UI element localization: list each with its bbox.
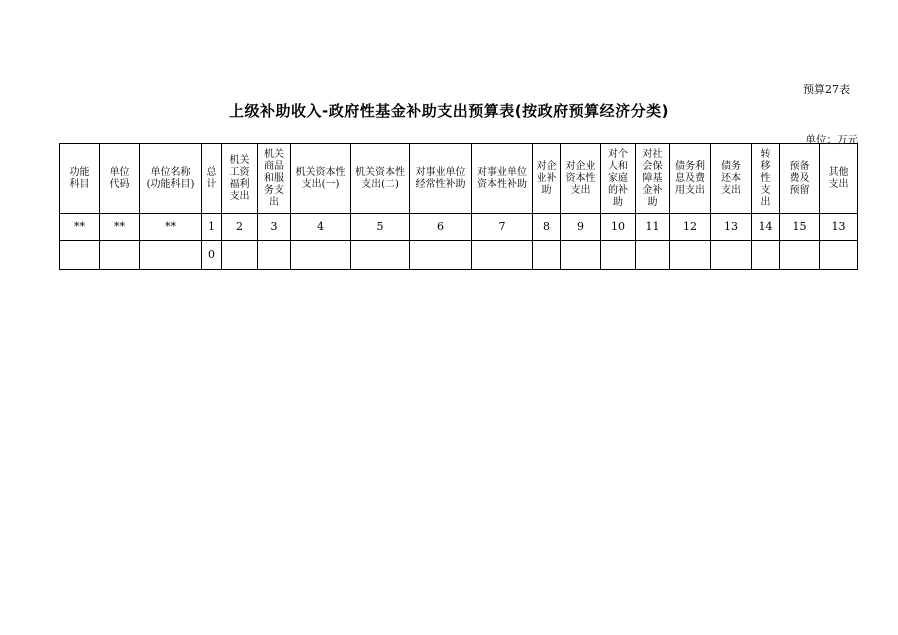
- column-number-row: [60, 214, 858, 241]
- table-cell: [561, 241, 601, 270]
- table-cell: 14: [752, 214, 780, 241]
- col-header: 债务还本支出: [711, 144, 752, 214]
- col-header: 功能科目: [60, 144, 100, 214]
- table-cell: 12: [670, 214, 711, 241]
- col-header: 转移性支出: [752, 144, 780, 214]
- table-cell: [820, 241, 858, 270]
- table-cell: [351, 241, 410, 270]
- table-cell: 15: [780, 214, 820, 241]
- table-cell: [752, 241, 780, 270]
- table-cell: [140, 241, 202, 270]
- table-cell: 4: [291, 214, 351, 241]
- col-header: 机关商品和服务支出: [258, 144, 291, 214]
- col-header: 债务利息及费用支出: [670, 144, 711, 214]
- table-cell: **: [100, 214, 140, 241]
- col-header: 对企业资本性支出: [561, 144, 601, 214]
- table-cell: **: [140, 214, 202, 241]
- table-cell: [291, 241, 351, 270]
- table-cell: 6: [410, 214, 472, 241]
- table-cell: 1: [202, 214, 222, 241]
- table-cell: 11: [636, 214, 670, 241]
- col-header: 总计: [202, 144, 222, 214]
- col-header: 单位代码: [100, 144, 140, 214]
- table-cell: 3: [258, 214, 291, 241]
- form-id: 预算27表: [803, 83, 850, 96]
- table-cell: [670, 241, 711, 270]
- col-header: 预备费及预留: [780, 144, 820, 214]
- table-cell: 9: [561, 214, 601, 241]
- table-cell: [100, 241, 140, 270]
- table-cell: 13: [711, 214, 752, 241]
- table-cell: **: [60, 214, 100, 241]
- col-header: 机关资本性支出(二): [351, 144, 410, 214]
- table-cell: [636, 241, 670, 270]
- table-cell: [472, 241, 533, 270]
- table-cell: 8: [533, 214, 561, 241]
- table-cell: 5: [351, 214, 410, 241]
- table-cell: [60, 241, 100, 270]
- col-header: 其他支出: [820, 144, 858, 214]
- table-cell: [533, 241, 561, 270]
- col-header: 对事业单位经常性补助: [410, 144, 472, 214]
- table-cell: 2: [222, 214, 258, 241]
- table-cell: 10: [601, 214, 636, 241]
- unit-label: 单位：万元: [805, 134, 858, 146]
- col-header: 对社会保障基金补助: [636, 144, 670, 214]
- col-header: 单位名称(功能科目): [140, 144, 202, 214]
- table-cell: [711, 241, 752, 270]
- table-cell: 7: [472, 214, 533, 241]
- header-row: [60, 144, 858, 214]
- table-cell: [410, 241, 472, 270]
- page-title: 上级补助收入-政府性基金补助支出预算表(按政府预算经济分类): [229, 102, 669, 120]
- table-cell: [258, 241, 291, 270]
- col-header: 机关资本性支出(一): [291, 144, 351, 214]
- table-cell: [222, 241, 258, 270]
- col-header: 对事业单位资本性补助: [472, 144, 533, 214]
- table-cell: [601, 241, 636, 270]
- total-cell: 0: [202, 241, 222, 270]
- col-header: 对个人和家庭的补助: [601, 144, 636, 214]
- table-row: [60, 241, 858, 270]
- table-cell: [780, 241, 820, 270]
- col-header: 机关工资福利支出: [222, 144, 258, 214]
- col-header: 对企业补助: [533, 144, 561, 214]
- budget-table: [59, 143, 858, 270]
- table-cell: 13: [820, 214, 858, 241]
